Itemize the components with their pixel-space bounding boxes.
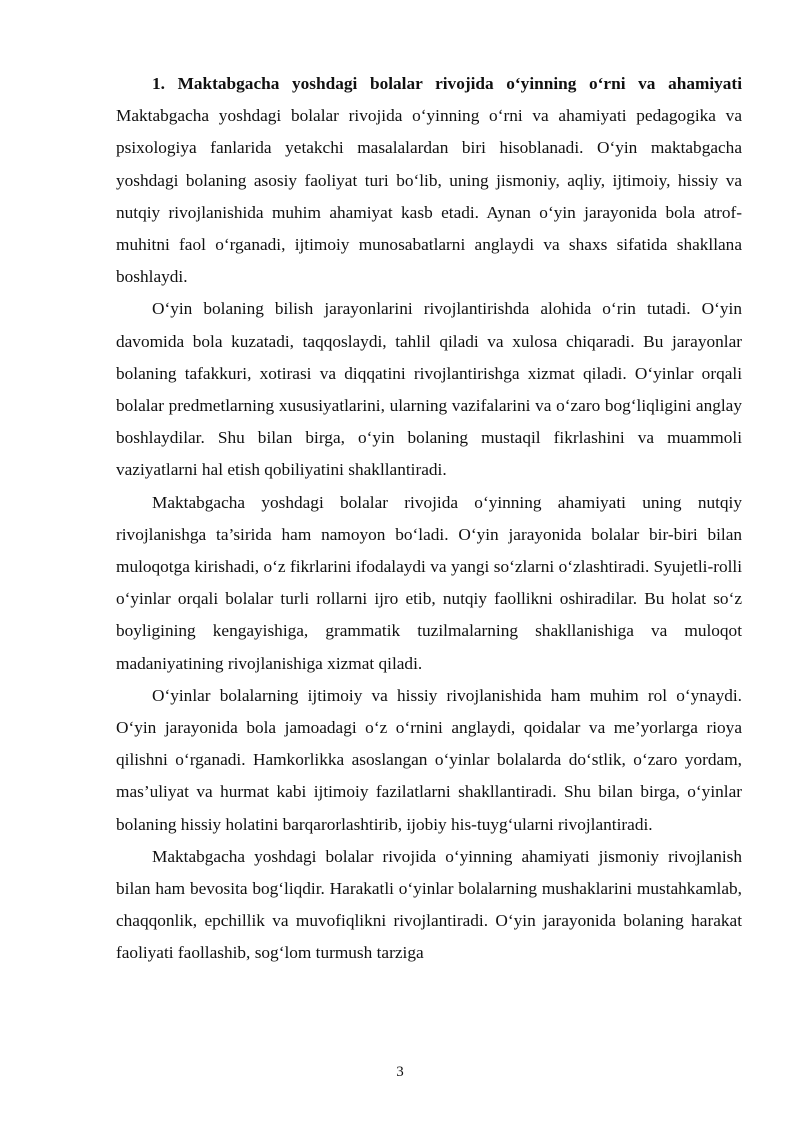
paragraph-3: Maktabgacha yoshdagi bolalar rivojida o‘yinning ahamiyati uning nutqiy rivojlanishga ta’sirida ham namoyon bo‘ladi. O‘yin jarayonida bolalar bir-biri bilan muloqotga kirishadi, o‘z fikrlarini ifodalaydi va yangi so‘zlarni o‘zlashtiradi. Syujetli-rolli o‘yinlar orqali bolalar turli rollarni ijro etib, nutqiy faollikni oshiradilar. Bu holat so‘z boyligining kengayishiga, grammatik tuzilmalarning shakllanishiga va muloqot madaniyatining rivojlanishiga xizmat qiladi.	[116, 492, 742, 673]
paragraph-1: Maktabgacha yoshdagi bolalar rivojida o‘yinning o‘rni va ahamiyati pedagogika va psixologiya fanlarida yetakchi masalalardan biri hisoblanadi. O‘yin maktabgacha yoshdagi bolaning asosiy faoliyat turi bo‘lib, uning jismoniy, aqliy, ijtimoiy, hissiy va nutqiy rivojlanishida muhim ahamiyat kasb etadi. Aynan o‘yin jarayonida bola atrof-muhitni faol o‘rganadi, ijtimoiy munosabatlarni anglaydi va shaxs sifatida shakllana boshlaydi.	[116, 106, 742, 287]
document-page	[116, 68, 742, 970]
section-heading: 1. Maktabgacha yoshdagi bolalar rivojida o‘yinning o‘rni va ahamiyati	[152, 74, 742, 93]
paragraph-2: O‘yin bolaning bilish jarayonlarini rivojlantirishda alohida o‘rin tutadi. O‘yin davomida bola kuzatadi, taqqoslaydi, tahlil qiladi va xulosa chiqaradi. Bu jarayonlar bolaning tafakkuri, xotirasi va diqqatini rivojlantirishga xizmat qiladi. O‘yinlar orqali bolalar predmetlarning xususiyatlarini, ularning vazifalarini va o‘zaro bog‘liqligini anglay boshlaydilar. Shu bilan birga, o‘yin bolaning mustaqil fikrlashini va muammoli vaziyatlarni hal etish qobiliyatini shakllantiradi.	[116, 299, 742, 480]
paragraph-4: O‘yinlar bolalarning ijtimoiy va hissiy rivojlanishida ham muhim rol o‘ynaydi. O‘yin jarayonida bola jamoadagi o‘z o‘rnini anglaydi, qoidalar va me’yorlarga rioya qilishni o‘rganadi. Hamkorlikka asoslangan o‘yinlar bolalarda do‘stlik, o‘zaro yordam, mas’uliyat va hurmat kabi ijtimoiy fazilatlarni shakllantiradi. Shu bilan birga, o‘yinlar bolaning hissiy holatini barqarorlashtirib, ijobiy his-tuyg‘ularni rivojlantiradi.	[116, 685, 742, 834]
paragraph-5: Maktabgacha yoshdagi bolalar rivojida o‘yinning ahamiyati jismoniy rivojlanish bilan ham bevosita bog‘liqdir. Harakatli o‘yinlar bolalarning mushaklarini mustahkamlab, chaqqonlik, epchillik va muvofiqlikni rivojlantiradi. O‘yin jarayonida bolaning harakat faoliyati faollashib, sog‘lom turmush tarziga	[116, 846, 742, 963]
page-number: 3	[396, 1064, 404, 1080]
